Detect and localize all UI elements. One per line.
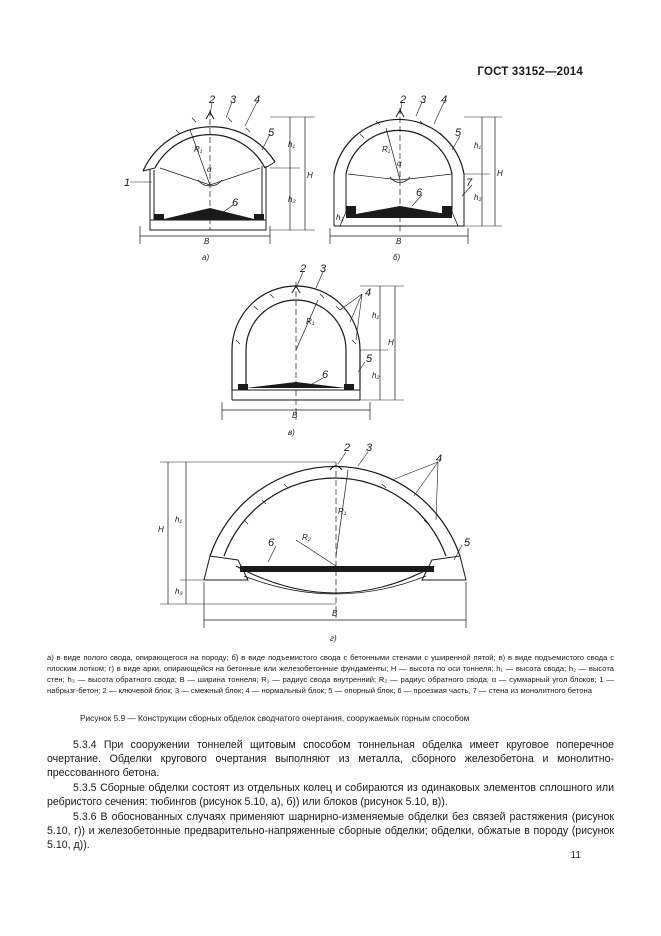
fig-b-dim-h: H: [497, 169, 503, 178]
fig-v-caption: в): [288, 428, 295, 437]
fig-a-label-1: 1: [124, 177, 131, 189]
fig-v-label-2: 2: [300, 263, 307, 275]
fig-b-label-4: 4: [441, 94, 448, 106]
fig-b-dim-alpha: α: [397, 159, 402, 168]
paragraph-5-3-6: 5.3.6 В обоснованных случаях применяют шарнирно-изменяемые обделки без связей растяжения (рисунок 5.10, г)) и железобетонные предварительно-напряженные сборные обделки; обделки, обжатые в породу (рисунок 5.10, д)).: [47, 811, 614, 852]
fig-v-label-5: 5: [366, 353, 373, 365]
fig-a-dim-h: H: [307, 171, 313, 180]
fig-g-label-2: 2: [344, 442, 351, 454]
fig-g-dim-r1: R₁: [338, 507, 347, 516]
fig-g-label-3: 3: [366, 442, 373, 454]
fig-v-dim-h1: h₁: [372, 311, 379, 320]
figure-a-drawing: [130, 102, 315, 244]
fig-g-label-4: 4: [436, 453, 443, 465]
fig-g-dim-h3: h₃: [175, 587, 183, 596]
paragraph-5-3-5: 5.3.5 Сборные обделки состоят из отдельных колец и собираются из одинаковых элементов сплошного или ребристого сечения: тюбингов (рисунок 5.10, а), б)) или блоков (рисунок 5.10, в)).: [47, 782, 614, 809]
fig-b-label-2: 2: [400, 94, 407, 106]
fig-a-label-4: 4: [254, 94, 261, 106]
fig-a-label-2: 2: [209, 94, 216, 106]
fig-b-dim-b: B: [396, 237, 402, 246]
page-number: 11: [570, 850, 581, 861]
fig-v-dim-b: B: [292, 411, 298, 420]
fig-g-dim-h: H: [158, 525, 164, 534]
fig-a-label-3: 3: [230, 94, 237, 106]
fig-b-label-6: 6: [416, 187, 423, 199]
fig-b-label-5: 5: [455, 127, 462, 139]
legend-line-1: а) в виде полого свода, опирающегося на породу; б) в виде подъемистого свода с бетонными стенами с уширенной пятой; в) в виде подъемистого свода с плоским лотком; г) в виде арки, опирающейся на бетонные или железобетонные фундаменты;: [47, 653, 614, 673]
fig-v-dim-r1: R₁: [306, 317, 315, 326]
fig-a-label-5: 5: [268, 127, 275, 139]
fig-a-dim-r1: R₁: [194, 145, 203, 154]
fig-b-caption: б): [393, 253, 401, 262]
fig-v-dim-h: H: [388, 338, 394, 347]
standard-header: ГОСТ 33152—2014: [477, 66, 583, 78]
figure-g-drawing: [160, 452, 466, 628]
fig-a-dim-b: B: [204, 237, 210, 246]
fig-g-label-6: 6: [268, 537, 275, 549]
fig-v-label-3: 3: [320, 263, 327, 275]
figure-b-drawing: [330, 102, 502, 244]
fig-a-dim-h1: h₁: [288, 140, 295, 149]
fig-b-label-7: 7: [466, 177, 473, 189]
legend-line-2: H — высота по оси тоннеля; h₁ — высота свода; h₂ — высота стен; h₃ — высота обратного свода; B — ширина тоннеля; R₁ — радиус свода внутренний; R₂ — радиус обратного свода; α — суммарный угол блоков; 1 — набрызг-бетон; 2 — ключевой блок; 3 — смежный блок; 4 — нормальный блок; 5 — опорный блок; 6 — проезжая часть, 7 — стена из монолитного бетона: [47, 664, 614, 695]
fig-a-dim-alpha: α: [207, 165, 212, 174]
fig-b-dim-h1: h₁: [474, 141, 481, 150]
fig-g-dim-b: B: [332, 609, 338, 618]
fig-g-label-5: 5: [464, 537, 471, 549]
fig-v-dim-h2: h₂: [372, 371, 380, 380]
paragraph-5-3-4: 5.3.4 При сооружении тоннелей щитовым способом тоннельная обделка имеет круговое поперечное очертание. Обделки кругового очертания выполняют из металла, сборного железобетона и монолитно-прессованного бетона.: [47, 739, 614, 780]
fig-g-dim-h1: h₁: [175, 515, 182, 524]
figure-legend: [47, 652, 614, 696]
fig-b-dim-h2: h₂: [474, 193, 482, 202]
fig-g-caption: г): [330, 634, 337, 643]
fig-v-label-4: 4: [365, 287, 372, 299]
fig-b-label-3: 3: [420, 94, 427, 106]
fig-a-dim-h2: h₂: [288, 195, 296, 204]
fig-b-dim-h3: h₃: [336, 213, 344, 222]
figure-v-drawing: [222, 272, 404, 420]
figure-caption: Рисунок 5.9 — Конструкции сборных обделок сводчатого очертания, сооружаемых горным способом: [80, 713, 470, 723]
fig-a-caption: а): [202, 253, 210, 262]
fig-b-dim-r1: R₁: [382, 145, 391, 154]
fig-v-label-6: 6: [322, 369, 329, 381]
fig-a-label-6: 6: [232, 197, 239, 209]
fig-g-dim-r2: R₂: [302, 533, 311, 542]
